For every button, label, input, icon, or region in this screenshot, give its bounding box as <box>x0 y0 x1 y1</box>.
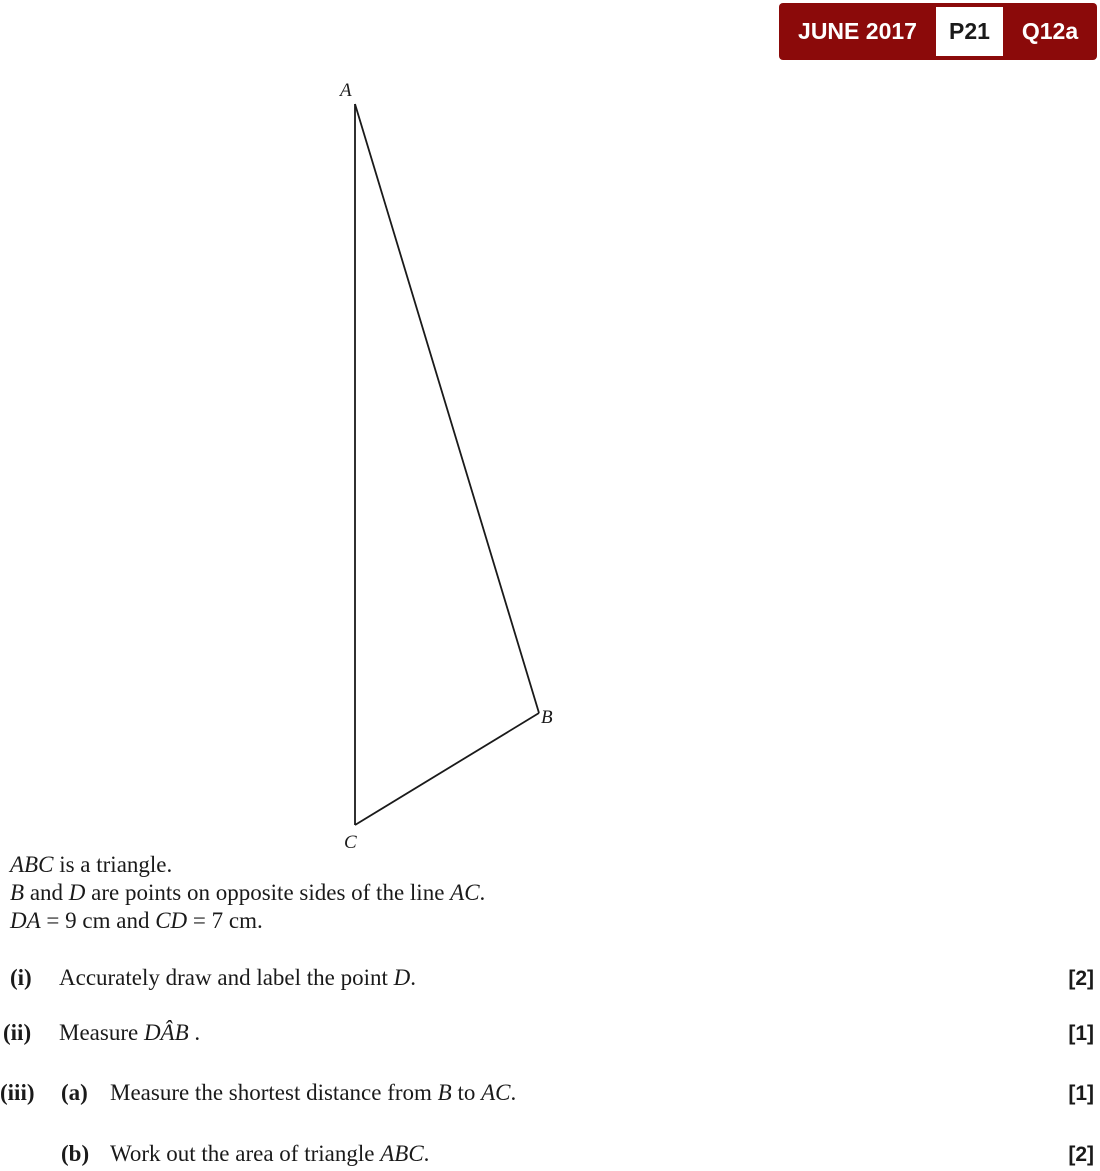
question-number-label: Q12a <box>1021 18 1079 44</box>
part-iii-b-number: (b) <box>61 1141 90 1166</box>
part-iii-a-number: (a) <box>61 1080 88 1105</box>
part-iii-a-marks: [1] <box>1068 1082 1094 1105</box>
vertex-c-label: C <box>344 832 357 853</box>
part-iii-a-question: Measure the shortest distance from B to AC. <box>110 1080 517 1105</box>
exam-session-label: JUNE 2017 <box>798 18 917 44</box>
side-bc <box>355 713 539 825</box>
part-iii-b-marks: [2] <box>1068 1143 1094 1166</box>
part-i-question: Accurately draw and label the point D. <box>59 965 417 990</box>
statement-points: B and D are points on opposite sides of the line AC. <box>10 880 486 905</box>
part-ii-number: (ii) <box>3 1020 32 1045</box>
vertex-a-label: A <box>340 80 352 101</box>
vertex-b-label: B <box>541 707 553 728</box>
part-iii-number: (iii) <box>0 1080 35 1105</box>
part-ii-marks: [1] <box>1068 1022 1094 1045</box>
part-i-marks: [2] <box>1068 967 1094 990</box>
statement-triangle: ABC is a triangle. <box>10 852 173 877</box>
statement-lengths: DA = 9 cm and CD = 7 cm. <box>10 908 263 933</box>
part-i-number: (i) <box>10 965 32 990</box>
part-iii-b-question: Work out the area of triangle ABC. <box>110 1141 430 1166</box>
paper-number-label: P21 <box>936 7 1003 56</box>
side-ab <box>355 104 539 713</box>
part-ii-question: Measure DÂB . <box>59 1020 201 1045</box>
